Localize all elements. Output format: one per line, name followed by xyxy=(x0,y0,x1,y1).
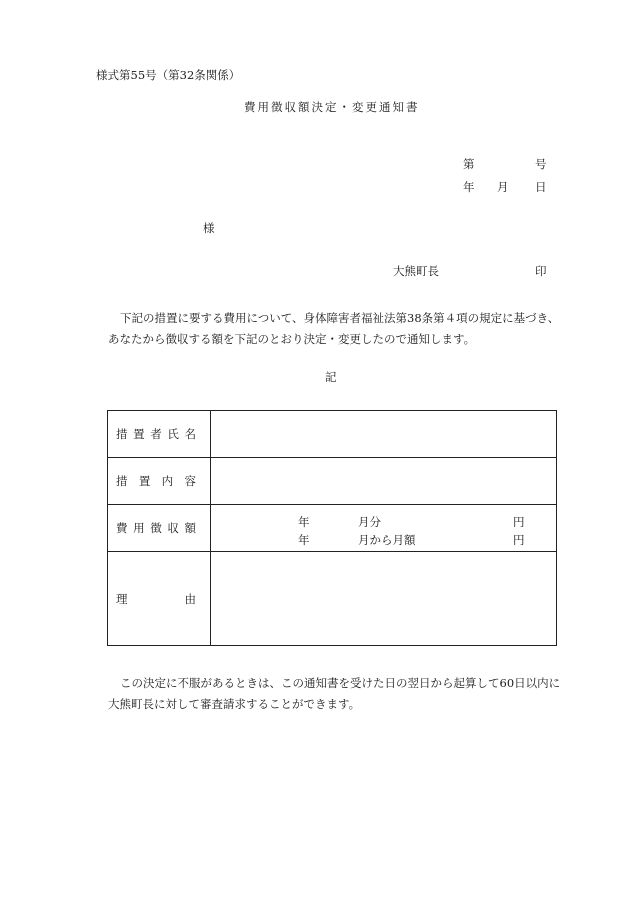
form-number: 様式第55号（第32条関係） xyxy=(96,68,241,82)
table-row xyxy=(108,458,557,505)
fee-line-2 xyxy=(211,532,556,545)
date-year: 年 xyxy=(463,180,475,194)
fee-amount-value xyxy=(211,505,557,552)
body-line-2: あなたから徴収する額を下記のとおり決定・変更したので通知します。 xyxy=(108,332,476,346)
document-title: 費用徴収額決定・変更通知書 xyxy=(244,100,420,114)
issuer-name: 大熊町長 xyxy=(393,264,439,278)
person-name-label: 措置者氏名 xyxy=(116,427,196,441)
fee-line-1 xyxy=(211,514,556,527)
body-line-1: 下記の措置に要する費用について、身体障害者福祉法第38条第４項の規定に基づき、 xyxy=(120,311,560,325)
fee-amount-label: 費用徴収額 xyxy=(116,521,196,535)
body-paragraph xyxy=(108,308,588,350)
reason-label-left: 理 xyxy=(116,591,128,606)
doc-number-suffix: 号 xyxy=(535,157,547,171)
seal-mark: 印 xyxy=(535,264,547,278)
date-day: 日 xyxy=(535,180,547,194)
reason-value xyxy=(211,552,557,646)
row-label xyxy=(108,458,211,505)
ki-heading: 記 xyxy=(325,370,337,384)
row-label xyxy=(108,552,211,646)
date-month: 月 xyxy=(497,180,509,194)
person-name-value xyxy=(211,411,557,458)
note-line-1: この決定に不服があるときは、この通知書を受けた日の翌日から起算して60日以内に xyxy=(120,676,561,690)
fee-line-1-year: 年 xyxy=(298,515,310,529)
detail-table xyxy=(107,410,557,646)
fee-line-2-year: 年 xyxy=(298,533,310,547)
fee-line-1-unit: 円 xyxy=(513,515,525,529)
row-label xyxy=(108,411,211,458)
reason-label-right: 由 xyxy=(184,591,196,606)
doc-number-prefix: 第 xyxy=(463,157,475,171)
note-line-2: 大熊町長に対して審査請求することができます。 xyxy=(108,697,361,711)
recipient-honorific: 様 xyxy=(203,221,215,235)
measure-content-value xyxy=(211,458,557,505)
reason-label xyxy=(116,591,196,607)
appeal-note xyxy=(108,673,588,715)
table-row xyxy=(108,552,557,646)
row-label xyxy=(108,505,211,552)
table-row xyxy=(108,505,557,552)
fee-line-1-period: 月分 xyxy=(358,515,381,529)
measure-content-label: 措置内容 xyxy=(116,474,196,488)
table-row xyxy=(108,411,557,458)
fee-line-2-unit: 円 xyxy=(513,533,525,547)
fee-line-2-period: 月から月額 xyxy=(358,533,416,547)
